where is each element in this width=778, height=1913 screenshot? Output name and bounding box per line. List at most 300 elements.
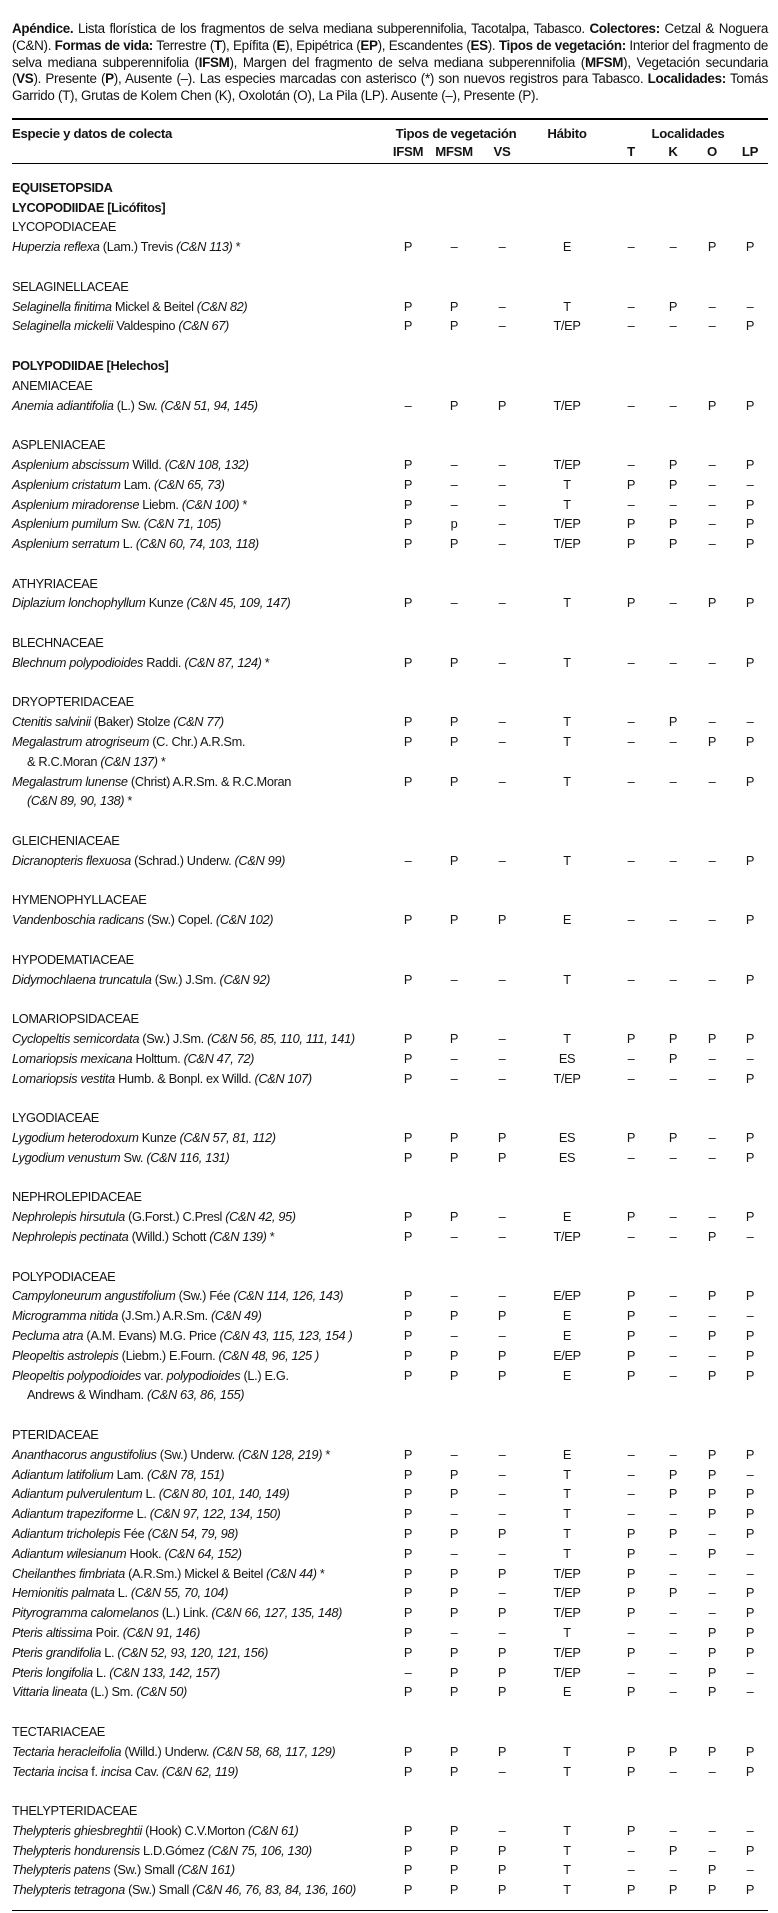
cell-ifsm: P — [403, 734, 413, 750]
text-segment: Mickel & Beitel — [111, 298, 197, 314]
cell-lp: P — [745, 516, 755, 532]
family-header-row — [12, 692, 768, 712]
text-segment: L. — [101, 1644, 118, 1660]
cell-ifsm: P — [403, 912, 413, 928]
text-segment: P — [105, 71, 114, 87]
cell-vs: – — [498, 1446, 506, 1462]
cell-t: P — [626, 1644, 636, 1660]
text-segment: Vandenboschia radicans — [12, 912, 144, 928]
cell-k: P — [668, 536, 678, 552]
text-segment: (Baker) Stolze — [90, 714, 174, 730]
cell-vs: – — [498, 595, 506, 611]
text-segment: (Willd.) Underw. — [121, 1743, 213, 1759]
cell-k — [654, 435, 692, 455]
text-segment: Nephrolepis pectinata — [12, 1228, 129, 1244]
cell-habito: E — [562, 1684, 572, 1700]
text-segment: (C&N 116, 131) — [146, 1149, 230, 1165]
column-header-t: T — [627, 143, 635, 159]
cell-k: – — [669, 654, 677, 670]
cell-ifsm: P — [403, 1050, 413, 1066]
cell-lp — [732, 356, 768, 376]
cell-vs: – — [498, 516, 506, 532]
cell-t: – — [627, 397, 635, 413]
text-segment: Formas de vida: — [54, 37, 153, 53]
cell-mfsm — [430, 1425, 478, 1445]
text-segment: * — [124, 793, 133, 809]
family-header-row — [12, 1425, 768, 1445]
cell-ifsm: P — [403, 1446, 413, 1462]
cell-habito — [526, 1722, 608, 1742]
cell-ifsm: P — [403, 239, 413, 255]
text-segment: (Sw.) Small — [124, 1882, 193, 1898]
cell-habito — [526, 1801, 608, 1821]
cell-mfsm: P — [449, 1664, 459, 1680]
class-header-row — [12, 178, 768, 198]
cell-ifsm: P — [403, 516, 413, 532]
cell-lp: P — [745, 1209, 755, 1225]
text-segment: (C&N 42, 95) — [225, 1209, 296, 1225]
cell-mfsm — [430, 1722, 478, 1742]
species-name — [12, 1524, 386, 1544]
column-header-vs: VS — [493, 143, 511, 159]
cell-t: P — [626, 1743, 636, 1759]
cell-habito: T — [563, 1763, 571, 1779]
species-name — [12, 1366, 386, 1386]
cell-habito: T — [563, 298, 571, 314]
species-name-continuation — [12, 752, 386, 772]
cell-o: P — [707, 1862, 717, 1878]
cell-k — [654, 198, 692, 218]
cell-ifsm: P — [403, 1466, 413, 1482]
text-segment: Raddi. — [143, 654, 185, 670]
cell-k: P — [668, 1486, 678, 1502]
text-segment: (C&N 114, 126, 143) — [233, 1288, 344, 1304]
cell-mfsm: P — [449, 1130, 459, 1145]
cell-t — [608, 692, 654, 712]
cell-t: – — [627, 1862, 635, 1878]
cell-ifsm: P — [403, 1327, 413, 1343]
species-name — [12, 1643, 386, 1663]
text-segment: (C&N 60, 74, 103, 118) — [135, 536, 259, 552]
cell-k — [654, 277, 692, 297]
cell-ifsm: P — [403, 318, 413, 334]
cell-mfsm — [430, 692, 478, 712]
species-row — [12, 1069, 768, 1089]
cell-lp: P — [745, 734, 755, 750]
cell-k — [654, 1267, 692, 1287]
cell-vs — [478, 1187, 526, 1207]
cell-k: – — [669, 1664, 677, 1680]
cell-vs: – — [498, 1624, 506, 1640]
cell-t: – — [627, 1446, 635, 1462]
cell-vs — [478, 950, 526, 970]
text-segment: * — [266, 1228, 275, 1244]
cell-o: P — [707, 595, 717, 611]
text-segment: (C&N 133, 142, 157) — [109, 1664, 220, 1680]
text-segment: Terrestre ( — [152, 37, 214, 53]
cell-mfsm: – — [450, 1327, 458, 1343]
taxon-label: ANEMIACEAE — [12, 377, 93, 393]
text-segment: (C&N 78, 151) — [146, 1466, 225, 1482]
cell-o: – — [708, 1585, 716, 1601]
cell-habito: T — [563, 1743, 571, 1759]
cell-k: P — [668, 1130, 678, 1145]
table-bottom-rule — [12, 1910, 768, 1911]
cell-lp: P — [745, 536, 755, 552]
text-segment: * — [239, 496, 247, 512]
text-segment: Ctenitis salvinii — [12, 714, 91, 730]
cell-vs — [478, 198, 526, 218]
cell-ifsm: P — [403, 1545, 413, 1561]
cell-t: – — [627, 714, 635, 730]
cell-k — [654, 890, 692, 910]
cell-o: – — [708, 1763, 716, 1779]
text-segment: & R.C.Moran — [27, 753, 101, 769]
text-segment: (A.R.Sm.) Mickel & Beitel — [124, 1565, 267, 1581]
text-segment: * — [322, 1446, 330, 1462]
cell-t: – — [627, 1842, 635, 1858]
cell-t — [608, 217, 654, 237]
cell-vs: P — [497, 1308, 507, 1324]
text-segment: Pityrogramma calomelanos — [12, 1605, 159, 1621]
species-name — [12, 1227, 386, 1247]
text-segment: Tectaria incisa — [12, 1763, 89, 1779]
cell-o: – — [708, 912, 716, 928]
cell-vs — [478, 1722, 526, 1742]
cell-habito: T — [563, 1525, 571, 1541]
text-segment: (C&N 61) — [247, 1822, 299, 1838]
text-segment: Nephrolepis hirsutula — [12, 1209, 125, 1225]
cell-habito: E — [562, 239, 572, 255]
cell-habito — [526, 217, 608, 237]
cell-lp: P — [745, 318, 755, 334]
text-segment: (G.Forst.) C.Presl — [124, 1209, 226, 1225]
cell-k: – — [669, 1327, 677, 1343]
cell-k: – — [669, 1446, 677, 1462]
species-name — [12, 1069, 386, 1089]
taxon-label: SELAGINELLACEAE — [12, 278, 129, 294]
cell-lp — [732, 692, 768, 712]
cell-vs — [478, 1801, 526, 1821]
cell-lp — [732, 1187, 768, 1207]
cell-o: P — [707, 1228, 717, 1244]
text-segment: Thelypteris patens — [12, 1862, 111, 1878]
cell-lp: P — [745, 1882, 755, 1898]
species-name — [12, 1504, 386, 1524]
text-segment: Sw. — [117, 516, 144, 532]
cell-ifsm: P — [403, 1149, 413, 1165]
cell-t — [608, 1267, 654, 1287]
cell-habito: T/EP — [553, 1565, 581, 1581]
cell-lp: P — [745, 1763, 755, 1779]
species-name — [12, 237, 386, 257]
text-segment: Pteris longifolia — [12, 1664, 93, 1680]
species-row — [12, 396, 768, 416]
text-segment: Pleopeltis astrolepis — [12, 1347, 119, 1363]
cell-lp: P — [745, 1525, 755, 1541]
cell-k: P — [668, 1882, 678, 1898]
cell-lp: P — [745, 1347, 755, 1363]
text-segment: ), Ausente (–). Las especies marcadas con asterisco (*) son nuevos registros para Tabasco. — [113, 71, 648, 87]
cell-k: P — [668, 1466, 678, 1482]
cell-mfsm: P — [449, 1031, 459, 1047]
text-segment: (C&N 63, 86, 155) — [146, 1387, 245, 1403]
table-header — [12, 118, 768, 164]
cell-lp: P — [745, 1486, 755, 1502]
text-segment: (C&N 57, 81, 112) — [179, 1130, 276, 1145]
cell-lp: P — [745, 1446, 755, 1462]
cell-k: – — [669, 1308, 677, 1324]
cell-vs — [478, 890, 526, 910]
cell-habito: E/EP — [553, 1288, 581, 1304]
cell-lp: – — [746, 714, 754, 730]
text-segment: (C&N 44) — [266, 1565, 317, 1581]
family-header-row — [12, 217, 768, 237]
cell-lp — [732, 1267, 768, 1287]
cell-ifsm — [386, 178, 430, 198]
cell-mfsm: – — [450, 1228, 458, 1244]
cell-o — [692, 1267, 732, 1287]
cell-habito: T/EP — [553, 456, 581, 472]
cell-t: P — [626, 1288, 636, 1304]
cell-t: – — [627, 239, 635, 255]
species-name — [12, 1286, 386, 1306]
cell-vs: – — [498, 1486, 506, 1502]
species-row — [12, 1821, 768, 1841]
cell-mfsm: P — [449, 654, 459, 670]
cell-lp: P — [745, 1367, 755, 1383]
cell-o: – — [708, 1070, 716, 1086]
cell-k — [654, 950, 692, 970]
species-row — [12, 455, 768, 475]
cell-k: – — [669, 318, 677, 334]
text-segment: (C&N 99) — [234, 852, 286, 868]
cell-ifsm: – — [404, 397, 412, 413]
cell-mfsm: – — [450, 476, 458, 492]
cell-t: – — [627, 852, 635, 868]
species-name — [12, 1306, 386, 1326]
column-header-ifsm: IFSM — [392, 143, 424, 159]
cell-lp: – — [746, 1664, 754, 1680]
cell-lp: – — [746, 1466, 754, 1482]
cell-o — [692, 1187, 732, 1207]
text-segment: Interior del fragmento de selva mediana subperennifolia ( — [12, 37, 769, 70]
cell-lp: P — [745, 456, 755, 472]
cell-habito: T — [563, 734, 571, 750]
spacer — [12, 143, 386, 160]
text-segment: Humb. & Bonpl. ex Willd. — [114, 1070, 255, 1086]
cell-mfsm: P — [449, 1308, 459, 1324]
cell-vs: – — [498, 1763, 506, 1779]
cell-mfsm: – — [450, 1624, 458, 1640]
cell-lp — [732, 831, 768, 851]
text-segment: Pecluma atra — [12, 1327, 84, 1343]
taxon-label: NEPHROLEPIDACEAE — [12, 1189, 142, 1205]
cell-k — [654, 574, 692, 594]
cell-vs: – — [498, 1228, 506, 1244]
cell-lp: P — [745, 496, 755, 512]
species-row — [12, 1346, 768, 1366]
cell-ifsm: P — [403, 714, 413, 730]
cell-lp: P — [745, 397, 755, 413]
species-name — [12, 1742, 386, 1762]
text-segment: Pteris grandifolia — [12, 1644, 102, 1660]
text-segment: Microgramma nitida — [12, 1308, 119, 1324]
cell-t: P — [626, 516, 636, 532]
cell-habito: E — [562, 1308, 572, 1324]
species-row — [12, 1366, 768, 1386]
species-name — [12, 1484, 386, 1504]
cell-vs: P — [497, 1367, 507, 1383]
cell-o: – — [708, 1565, 716, 1581]
cell-ifsm: P — [403, 1624, 413, 1640]
cell-k: – — [669, 1367, 677, 1383]
species-name — [12, 1682, 386, 1702]
cell-o: P — [707, 1506, 717, 1522]
family-header-row — [12, 1187, 768, 1207]
cell-lp — [732, 1801, 768, 1821]
family-header-row — [12, 435, 768, 455]
cell-t: P — [626, 595, 636, 611]
species-name — [12, 732, 386, 752]
cell-habito: T/EP — [553, 516, 581, 532]
taxon-label: HYMENOPHYLLACEAE — [12, 892, 147, 908]
cell-vs: P — [497, 1842, 507, 1858]
cell-k — [654, 831, 692, 851]
cell-k — [654, 1108, 692, 1128]
cell-mfsm: – — [450, 456, 458, 472]
cell-vs — [478, 435, 526, 455]
text-segment: * — [316, 1565, 325, 1581]
species-row — [12, 1128, 768, 1148]
species-name — [12, 1623, 386, 1643]
text-segment: Selaginella mickelii — [12, 318, 114, 334]
taxon-label: POLYPODIIDAE [Helechos] — [12, 357, 169, 373]
cell-k: P — [668, 714, 678, 730]
species-name — [12, 851, 386, 871]
cell-habito: T — [563, 1486, 571, 1502]
text-segment: Didymochlaena truncatula — [12, 971, 152, 987]
cell-t: – — [627, 1664, 635, 1680]
cell-k: P — [668, 298, 678, 314]
cell-t: – — [627, 496, 635, 512]
cell-o: – — [708, 496, 716, 512]
cell-vs: – — [498, 1545, 506, 1561]
table-header-subcolumns — [12, 143, 768, 160]
cell-lp — [732, 178, 768, 198]
cell-mfsm: P — [449, 1209, 459, 1225]
text-segment: VS — [16, 71, 34, 87]
text-segment: (Willd.) Schott — [128, 1228, 210, 1244]
cell-lp: P — [745, 971, 755, 987]
cell-vs: P — [497, 1605, 507, 1621]
family-header-row — [12, 277, 768, 297]
text-segment: (Liebm.) E.Fourn. — [118, 1347, 219, 1363]
cell-habito: T — [563, 1822, 571, 1838]
text-segment: (C&N 77) — [173, 714, 224, 730]
cell-ifsm — [386, 198, 430, 218]
class-header-row — [12, 198, 768, 218]
cell-mfsm — [430, 1187, 478, 1207]
text-segment: ), Escandentes ( — [377, 37, 471, 53]
cell-mfsm: – — [450, 971, 458, 987]
species-name — [12, 1544, 386, 1564]
text-segment: (C&N 45, 109, 147) — [186, 595, 291, 611]
cell-k: – — [669, 1565, 677, 1581]
text-segment: Tipos de vegetación: — [498, 37, 626, 53]
text-segment: ), Margen del fragmento de selva mediana subperennifolia ( — [229, 54, 585, 70]
cell-habito: ES — [558, 1050, 576, 1066]
text-segment: Lygodium venustum — [12, 1149, 121, 1165]
cell-o: – — [708, 971, 716, 987]
text-segment: (Schrad.) Underw. — [130, 852, 235, 868]
cell-o: P — [707, 1545, 717, 1561]
cell-ifsm — [386, 1722, 430, 1742]
text-segment: T — [213, 37, 222, 53]
species-name — [12, 1326, 386, 1346]
text-segment: Localidades: — [647, 71, 726, 87]
cell-habito: T/EP — [553, 536, 581, 552]
text-segment: Dicranopteris flexuosa — [12, 852, 131, 868]
text-segment: Hemionitis palmata — [12, 1585, 115, 1601]
text-segment: (Sw.) J.Sm. — [139, 1031, 208, 1047]
cell-o: P — [707, 734, 717, 750]
cell-habito — [526, 1108, 608, 1128]
text-segment: Fée — [120, 1525, 148, 1541]
text-segment: ). — [487, 37, 499, 53]
cell-ifsm — [386, 1267, 430, 1287]
cell-ifsm: P — [403, 1525, 413, 1541]
cell-o — [692, 692, 732, 712]
text-segment: (Sw.) Small — [110, 1862, 178, 1878]
cell-mfsm: P — [449, 1565, 459, 1581]
cell-mfsm: P — [449, 714, 459, 730]
species-name — [12, 316, 386, 336]
species-name — [12, 1663, 386, 1683]
cell-vs: – — [498, 1288, 506, 1304]
cell-habito — [526, 1267, 608, 1287]
cell-ifsm: P — [403, 773, 413, 789]
cell-o: – — [708, 1822, 716, 1838]
cell-vs: – — [498, 1050, 506, 1066]
text-segment: (C&N 54, 79, 98) — [147, 1525, 239, 1541]
family-header-row — [12, 1108, 768, 1128]
cell-vs: – — [498, 1031, 506, 1047]
species-row — [12, 316, 768, 336]
species-name — [12, 495, 386, 515]
cell-o — [692, 633, 732, 653]
species-name — [12, 593, 386, 613]
cell-mfsm — [430, 356, 478, 376]
taxon-label: GLEICHENIACEAE — [12, 833, 120, 849]
cell-habito: T — [563, 1545, 571, 1561]
text-segment: ), Epífita ( — [221, 37, 277, 53]
cell-mfsm: P — [449, 397, 459, 413]
cell-t — [608, 178, 654, 198]
text-segment: (C&N 137) — [100, 753, 158, 769]
text-segment: Andrews & Windham. — [27, 1387, 147, 1403]
cell-vs — [478, 692, 526, 712]
cell-mfsm — [430, 574, 478, 594]
cell-ifsm: P — [403, 1862, 413, 1878]
text-segment: Thelypteris ghiesbreghtii — [12, 1822, 142, 1838]
cell-o — [692, 217, 732, 237]
cell-ifsm: P — [403, 1070, 413, 1086]
cell-habito: T — [563, 1031, 571, 1047]
text-segment: (C&N 161) — [177, 1862, 235, 1878]
cell-vs — [478, 831, 526, 851]
cell-ifsm: P — [403, 1486, 413, 1502]
